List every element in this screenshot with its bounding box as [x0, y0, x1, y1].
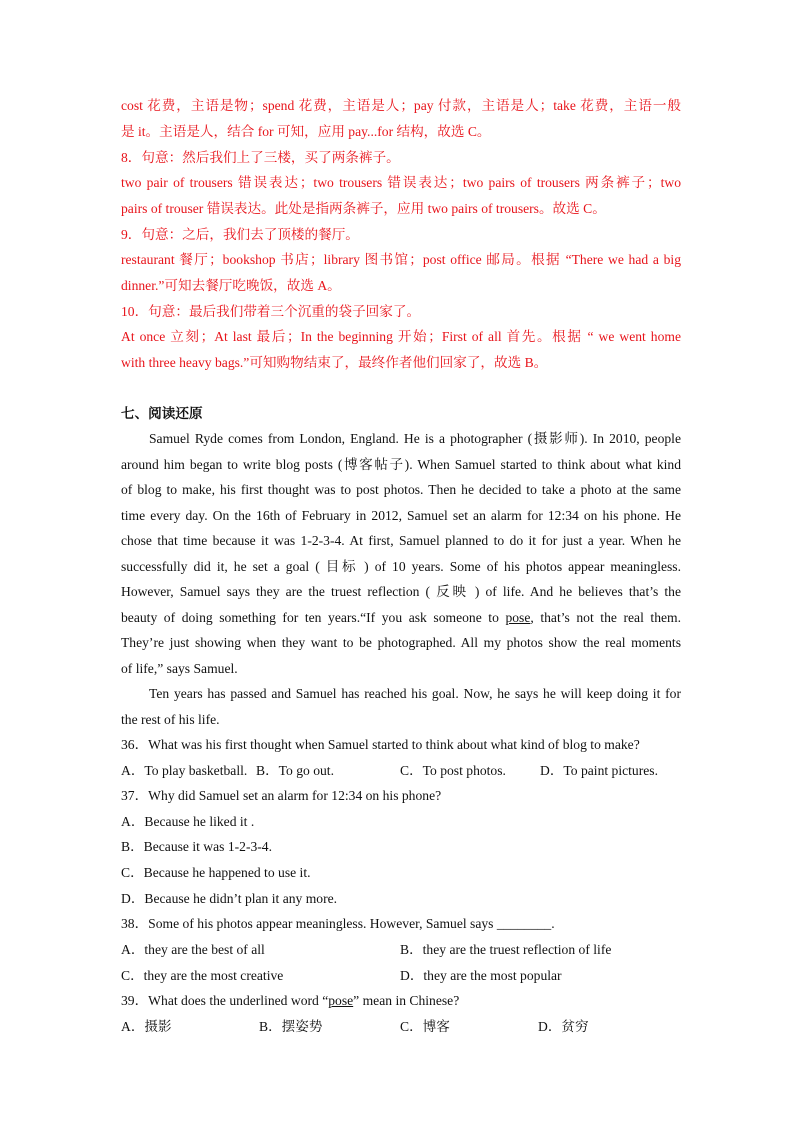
- passage-line: However, Samuel says they are the truest reflection ( 反映 ) of life. And he believes that’s the: [121, 584, 681, 599]
- option-d: D．To paint pictures.: [540, 763, 658, 778]
- section-title: 七、阅读还原: [121, 406, 203, 422]
- option-d: D．Because he didn’t plan it any more.: [121, 891, 338, 906]
- option-c: C．they are the most creative: [121, 968, 284, 983]
- answer-10-heading: 10．句意：最后我们带着三个沉重的袋子回家了。: [121, 304, 421, 319]
- answer-10-line-2: with three heavy bags.”可知购物结束了，最终作者他们回家了，故选 B。: [121, 355, 548, 370]
- option-c: C．Because he happened to use it.: [121, 865, 311, 880]
- question-36: 36．What was his first thought when Samuel started to think about what kind of blog to make?: [121, 737, 640, 752]
- answer-9-line-1: restaurant 餐厅；bookshop 书店；library 图书馆；post office 邮局。根据 “There we had a big: [121, 252, 681, 267]
- answer-9-line-2: dinner.”可知去餐厅吃晚饭，故选 A。: [121, 278, 341, 293]
- option-b: B．Because it was 1-2-3-4.: [121, 839, 273, 854]
- passage-line: successfully did it, he set a goal ( 目标 ) of 10 years. Some of his photos appear meaningless.: [121, 559, 681, 574]
- question-text: 39．What does the underlined word “: [121, 993, 329, 1008]
- passage-line: of life,” says Samuel.: [121, 661, 238, 676]
- answer-8-line-2: pairs of trouser 错误表达。此处是指两条裤子，应用 two pairs of trousers。故选 C。: [121, 201, 606, 216]
- answer-8-heading: 8．句意：然后我们上了三楼，买了两条裤子。: [121, 150, 400, 165]
- question-39: [121, 991, 681, 1011]
- passage-line: around him began to write blog posts (博客帖子). When Samuel started to think about what kind: [121, 457, 681, 472]
- passage-text: beauty of doing something for ten years.“If you ask someone to: [121, 610, 506, 625]
- option-a: A．Because he liked it .: [121, 814, 255, 829]
- answer-9-heading: 9．句意：之后，我们去了顶楼的餐厅。: [121, 227, 359, 242]
- question-text: ” mean in Chinese?: [353, 993, 460, 1008]
- underlined-word: pose: [505, 610, 531, 625]
- option-a: A．摄影: [121, 1019, 172, 1034]
- passage-text: , that’s not the real them.: [530, 610, 681, 625]
- passage-line: time every day. On the 16th of February in 2012, Samuel set an alarm for 12:34 on his phone. He: [121, 508, 681, 523]
- passage-line: They’re just showing when they want to be photographed. All my photos show the real moments: [121, 635, 681, 650]
- underlined-word: pose: [328, 993, 354, 1008]
- answer-10-line-1: At once 立刻；At last 最后；In the beginning 开始；First of all 首先。根据 “ we went home: [121, 329, 681, 344]
- passage-line: Ten years has passed and Samuel has reached his goal. Now, he says he will keep doing it for: [149, 686, 681, 701]
- option-b: B．they are the truest reflection of life: [400, 942, 612, 957]
- option-d: D．贫穷: [538, 1019, 589, 1034]
- option-b: B．To go out.: [256, 763, 334, 778]
- passage-line-with-underline: [121, 608, 681, 628]
- question-37: 37．Why did Samuel set an alarm for 12:34 on his phone?: [121, 788, 442, 803]
- option-a: A．To play basketball.: [121, 763, 248, 778]
- passage-line: of blog to make, his first thought was to post photos. Then he decided to take a photo at the same: [121, 482, 681, 497]
- option-c: C．To post photos.: [400, 763, 506, 778]
- option-d: D．they are the most popular: [400, 968, 562, 983]
- option-b: B．摆姿势: [259, 1019, 323, 1034]
- passage-line: Samuel Ryde comes from London, England. He is a photographer (摄影师). In 2010, people: [149, 431, 681, 446]
- passage-line: chose that time because it was 1-2-3-4. At first, Samuel planned to do it for just a year. When he: [121, 533, 681, 548]
- passage-line: the rest of his life.: [121, 712, 220, 727]
- answer-7-line-1: cost 花费，主语是物；spend 花费，主语是人；pay 付款，主语是人；take 花费，主语一般: [121, 98, 681, 113]
- question-38: 38．Some of his photos appear meaningless. However, Samuel says ________.: [121, 916, 555, 931]
- option-a: A．they are the best of all: [121, 942, 265, 957]
- answer-8-line-1: two pair of trousers 错误表达；two trousers 错误表达；two pairs of trousers 两条裤子；two: [121, 175, 681, 190]
- answer-7-line-2: 是 it。主语是人，结合 for 可知，应用 pay...for 结构，故选 C。: [121, 124, 491, 139]
- option-c: C．博客: [400, 1019, 450, 1034]
